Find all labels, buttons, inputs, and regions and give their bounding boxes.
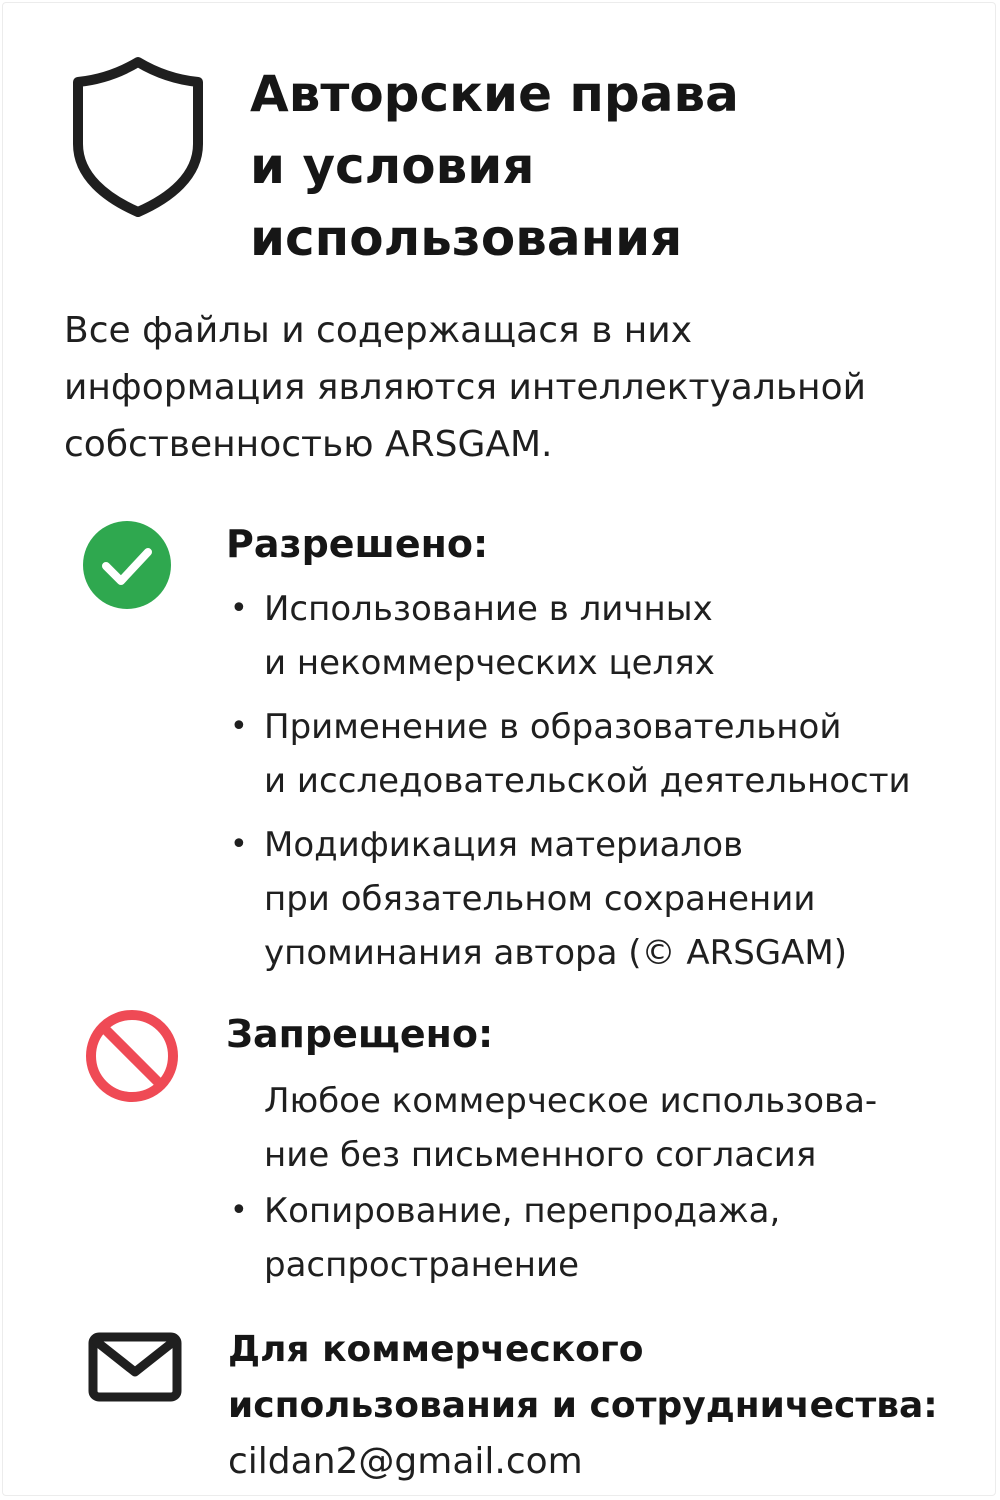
bullet: • [230, 1193, 248, 1228]
intro-line: Все файлы и содержащася в них [64, 310, 692, 351]
allowed-heading: Разрешено: [226, 522, 489, 566]
intro-line: информация являются интеллектуальной [64, 367, 867, 408]
list-item-line: ние без письменного согласия [264, 1135, 817, 1175]
shield-icon [68, 52, 208, 220]
bullet: • [230, 827, 248, 862]
list-item [226, 582, 911, 690]
bullet: • [230, 709, 248, 744]
list-item-line: Копирование, перепродажа, [264, 1191, 781, 1231]
intro-line: собственностью ARSGAM. [64, 424, 553, 465]
list-item [226, 700, 911, 808]
title-line: Авторские права [250, 65, 739, 123]
list-item-line: при обязательном сохранении [264, 879, 816, 919]
list-item-line: Использование в личных [264, 589, 713, 629]
contact-heading-line: использования и сотрудничества: [228, 1385, 938, 1426]
title-line: использования [250, 209, 683, 267]
list-item-line: распространение [264, 1245, 580, 1285]
list-item [226, 1074, 877, 1182]
envelope-icon [88, 1332, 182, 1402]
bullet: • [230, 591, 248, 626]
list-item-line: Модификация материалов [264, 825, 744, 865]
contact-heading-line: Для коммерческого [228, 1329, 644, 1370]
list-item-line: Применение в образовательной [264, 707, 842, 747]
page-title [250, 58, 739, 274]
prohibited-icon [84, 1008, 180, 1104]
forbidden-list [226, 1074, 877, 1294]
list-item-line: и исследовательской деятельности [264, 761, 911, 801]
forbidden-heading: Запрещено: [226, 1012, 494, 1056]
list-item [226, 818, 911, 980]
list-item-line: и некоммерческих целях [264, 643, 715, 683]
list-item [226, 1184, 877, 1292]
contact-heading [228, 1322, 938, 1434]
intro-text [64, 302, 866, 473]
check-circle-icon [82, 520, 172, 610]
title-line: и условия [250, 137, 535, 195]
contact-email: cildan2@gmail.com [228, 1441, 583, 1482]
list-item-line: Любое коммерческое использова- [264, 1081, 878, 1121]
allowed-list [226, 582, 911, 990]
list-item-line: упоминания автора (© ARSGAM) [264, 933, 847, 973]
